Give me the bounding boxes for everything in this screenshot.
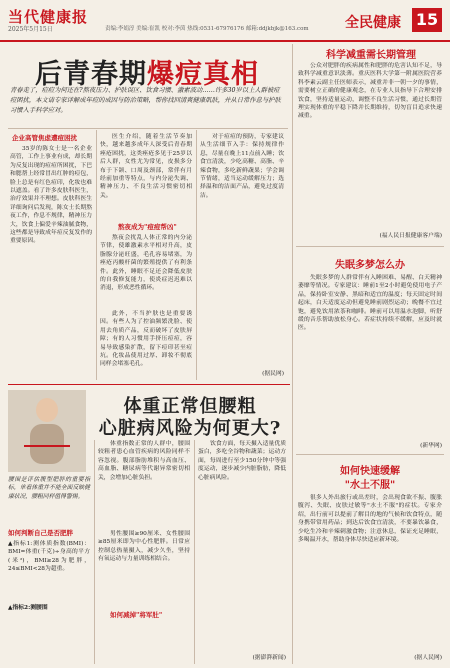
main-author: (据民网) [262, 371, 284, 377]
main-col-5: 对于痘痘的预防，专家建议从生活细节入手：保持规律作息，尽量在晚上11点前入睡；饮食宜清淡，少吃高糖、高脂、辛辣食物，多吃新鲜蔬果；学会调节情绪，适当运动缓解压力；选择温和的洁面产品，避免过度清洁。 [200, 134, 284, 199]
issue-date: 2025年5月15日 [8, 26, 53, 33]
right-title-3b: "水土不服" [344, 480, 396, 491]
column-divider [196, 130, 197, 380]
right-title-2: 失眠多梦怎么办 [335, 260, 405, 271]
staff-line: 责编:李娟淳 美编:崔凯 校对:李茵 热线:0531-67976176 邮箱:ddjkbjk@163.com [105, 26, 309, 32]
column-divider [96, 130, 97, 380]
right-author-2: (新华网) [420, 443, 442, 449]
main-col-4: 此外，不当护肤也是重要诱因。有些人为了控油频繁洗脸、使用去角质产品，反而破坏了皮肤屏障；有的人习惯用手挤压痘痘，容易导致感染扩散，留下痘印甚至痘坑。化妆品使用过厚、卸妆不彻底同样会堵塞毛孔。 [100, 311, 192, 368]
bottom-headline-a: 体重正常但腰粗 [123, 396, 257, 417]
divider [296, 246, 444, 247]
column-divider [292, 44, 293, 664]
page-number: 15 [412, 8, 442, 32]
waist-illustration [8, 390, 86, 472]
masthead-title: 当代健康报 [8, 8, 89, 26]
side-quote: 腰围是评估腹型肥胖的重要指标，单看体重并不能全面反映健康状况，腰粗同样值得警惕。 [8, 477, 90, 500]
main-col-1: 35岁的陈女士是一名企业高管，工作上事业有成，却长期为反复出现的痘痘所困扰，下巴和腮帮上经常冒出红肿的痘包，脸上总是有红色痘印，化妆也难以遮盖。看了许多皮肤科医生，治疗效果并不理想。皮肤科医生详细询问后发现，陈女士长期熬夜工作，作息不规律，精神压力大，饮食上偏爱辛辣油腻食物，这些都是导致成年痘反复发作的重要原因。 [10, 146, 92, 245]
section-title: 全民健康 [345, 15, 401, 31]
side-item-2: ▲指标2:测腰围 [8, 605, 48, 611]
bottom-subheading: 如何减掉"将军肚" [110, 611, 163, 619]
divider [296, 454, 444, 455]
main-headline-a: 后青春期 [35, 59, 147, 90]
right-author-1: (福人民日报健康客户端) [379, 233, 442, 239]
bottom-col-1: 体重指数正常的人群中，腰围较粗者患心血管疾病的风险同样不容忽视。腹部脂肪堆积与高血压、高血脂、糖尿病等代谢异常密切相关，会增加心脏负担。 [98, 441, 190, 481]
column-divider [94, 440, 95, 664]
masthead-bar [0, 0, 450, 42]
divider [8, 128, 288, 129]
main-headline-b: 爆痘真相 [147, 59, 259, 90]
side-subheading: 如何判断自己是否肥胖 [8, 529, 73, 537]
side-item-1: ▲指标1:测体质指数(BMI)：BMI=体重(千克)÷身高的平方(米²)，BMI≥28为肥胖，24≤BMI<28为超重。 [8, 541, 90, 573]
subheading-2: 熬夜成为"痘痘帮凶" [118, 223, 177, 231]
bottom-headline-b: 心脏病风险为何更大? [98, 418, 282, 439]
main-col-2: 医生介绍，随着生活节奏加快，越来越多成年人深受后青春期痤疮困扰，这类痤疮多见于25岁以后人群，女性尤为常见，皮损多分布于下颌、口周及颈部，常伴有月经前加重等特点，与内分泌失调、精神压力、不良生活习惯密切相关。 [100, 134, 192, 199]
right-body-3: 很多人外出旅行或出差时，会出现食欲不振、腹胀腹泻、失眠、皮肤过敏等"水土不服"的症状。专家介绍，出行前可以提前了解目的地的气候和饮食特点，随身携带常用药品；到达后饮食宜清淡，不要暴饮暴食，少吃生冷和辛辣刺激食物；注意休息，保证充足睡眠，多喝温开水，帮助身体尽快适应新环境。 [298, 495, 442, 544]
column-divider [194, 440, 195, 664]
main-col-3: 熬夜会扰乱人体正常的内分泌节律，使雄激素水平相对升高，皮脂腺分泌旺盛，毛孔容易堵塞，为痤疮丙酸杆菌的繁殖提供了有利条件。此外，睡眠不足还会降低皮肤的自我修复能力，使炎症迟迟难以消退，形成恶性循环。 [100, 235, 192, 292]
bottom-author: (据澎湃新闻) [252, 655, 286, 661]
bottom-col-3: 饮食方面，每天摄入适量优质蛋白，多吃全谷物和蔬菜；运动方面，每周进行至少150分钟中等强度运动，逐步减少内脏脂肪，降低心脏病风险。 [198, 441, 286, 481]
main-lead: 青春走了，痘痘为何还在?熬夜压力、护肤误区、饮食习惯、激素波动……许多30岁以上人群被痘痘困扰，本文请专家详解成年痘的成因与防治策略，帮你找回清爽健康肌肤，并从日常作息与护肤习惯入手科学应对。 [10, 87, 281, 114]
right-title-3: 如何快速缓解 [340, 466, 400, 477]
right-title-1: 科学减重需长期管理 [326, 50, 416, 61]
right-author-3: (据人民网) [414, 655, 442, 661]
divider [8, 384, 290, 385]
right-body-1: 公众对肥胖的疾病属性和肥胖的危害认知不足，导致科学减重意识淡薄。重庆医科大学第一附属医院营养科李素云副主任医师表示，减重并非一朝一夕的事情，需要树立正确的健康观念，在专业人员指导下合理安排饮食，坚持适量运动，调整不良生活习惯，通过长期管理实现体重的平稳下降并长期维持，切勿盲目追求快速减重。 [298, 63, 442, 120]
subheading-1: 企业高管焦虑遭痘困扰 [12, 134, 77, 142]
bottom-col-2: 男性腰围≥90厘米、女性腰围≥85厘米即为中心性肥胖。日常应控制总热量摄入，减少久坐，坚持有氧运动与力量训练相结合。 [98, 531, 190, 563]
right-body-2: 失眠多梦的人群常伴有入睡困难、易醒、白天精神萎靡等情况。专家建议：睡前1至2小时避免使用电子产品，保持卧室安静、黑暗和适宜的温度；每天固定时间起床，白天适度运动但避免睡前剧烈运动；晚餐不宜过饱，避免饮用浓茶和咖啡。睡前可以用温水泡脚，听舒缓的音乐帮助放松身心。若症状持续不缓解，应及时就医。 [298, 275, 442, 332]
